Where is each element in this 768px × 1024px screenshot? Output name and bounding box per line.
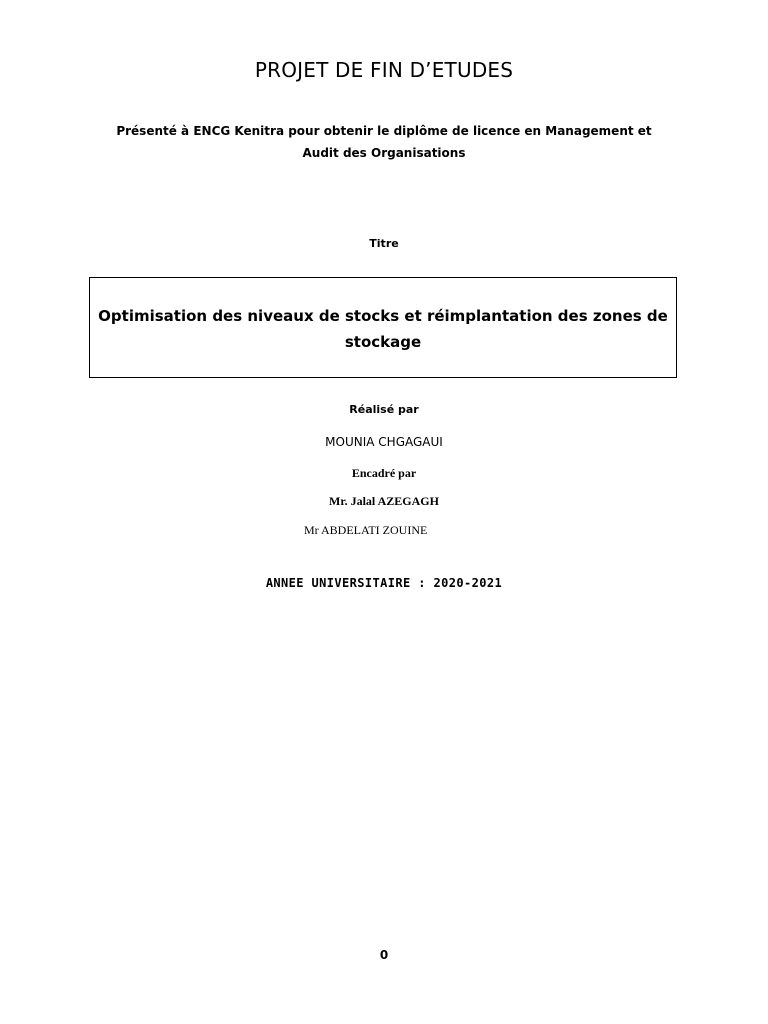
title-box bbox=[89, 277, 677, 378]
realise-label: Réalisé par bbox=[349, 403, 419, 416]
academic-year: ANNEE UNIVERSITAIRE : 2020-2021 bbox=[265, 576, 503, 590]
main-title: PROJET DE FIN D’ETUDES bbox=[254, 58, 514, 82]
supervised-by-label: Encadré par bbox=[351, 466, 417, 480]
thesis-title: Optimisation des niveaux de stocks et réimplantation des zones de stockage bbox=[98, 307, 668, 351]
page-number: 0 bbox=[379, 948, 389, 962]
subtitle: Présenté à ENCG Kenitra pour obtenir le diplôme de licence en Management et Audit des Organisations bbox=[116, 124, 652, 160]
supervisor-name-1: Mr. Jalal AZEGAGH bbox=[329, 494, 439, 508]
supervisor-name-2: Mr ABDELATI ZOUINE bbox=[304, 523, 428, 537]
title-label: Titre bbox=[369, 237, 399, 250]
author-name: MOUNIA CHGAGAUI bbox=[325, 435, 443, 449]
